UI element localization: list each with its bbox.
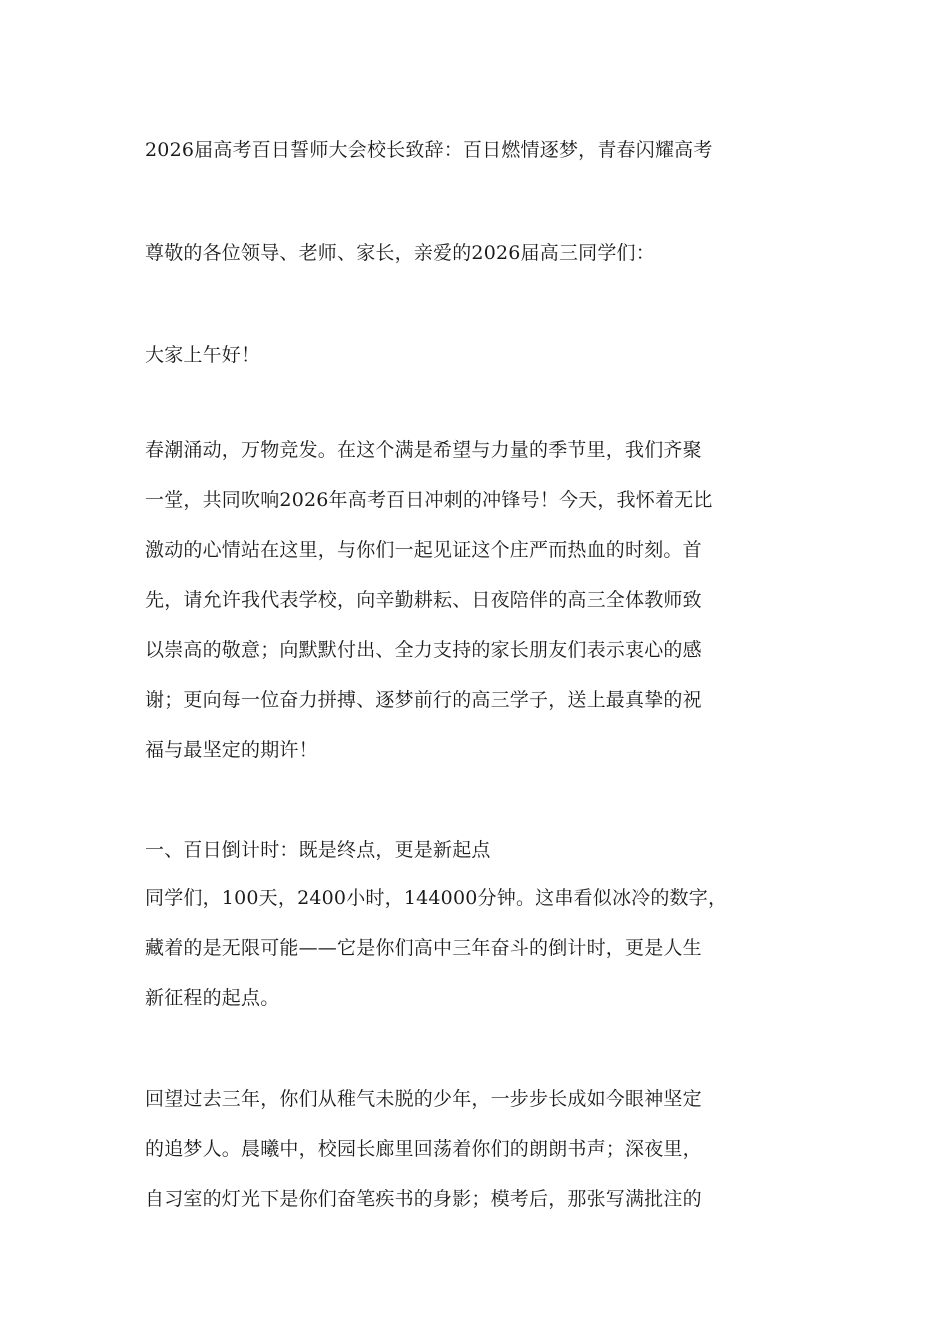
paragraph-line: 福与最坚定的期许！ xyxy=(145,739,318,761)
section-heading: 一、百日倒计时：既是终点，更是新起点 xyxy=(145,839,491,861)
paragraph-line: 同学们，100天，2400小时，144000分钟。这串看似冰冷的数字， xyxy=(145,887,728,909)
paragraph-line: 激动的心情站在这里，与你们一起见证这个庄严而热血的时刻。首 xyxy=(145,539,702,561)
paragraph-line: 以崇高的敬意；向默默付出、全力支持的家长朋友们表示衷心的感 xyxy=(145,639,702,661)
paragraph-line: 藏着的是无限可能——它是你们高中三年奋斗的倒计时，更是人生 xyxy=(145,937,702,959)
document-title: 2026届高考百日誓师大会校长致辞：百日燃情逐梦，青春闪耀高考 xyxy=(145,139,713,161)
paragraph-line: 春潮涌动，万物竞发。在这个满是希望与力量的季节里，我们齐聚 xyxy=(145,439,702,461)
paragraph-line: 谢；更向每一位奋力拼搏、逐梦前行的高三学子，送上最真挚的祝 xyxy=(145,689,702,711)
paragraph-line: 一堂，共同吹响2026年高考百日冲刺的冲锋号！今天，我怀着无比 xyxy=(145,489,713,511)
paragraph-line: 新征程的起点。 xyxy=(145,987,280,1009)
salutation: 尊敬的各位领导、老师、家长，亲爱的2026届高三同学们： xyxy=(145,242,655,264)
paragraph-line: 先，请允许我代表学校，向辛勤耕耘、日夜陪伴的高三全体教师致 xyxy=(145,589,702,611)
paragraph-line: 的追梦人。晨曦中，校园长廊里回荡着你们的朗朗书声；深夜里， xyxy=(145,1138,702,1160)
greeting: 大家上午好！ xyxy=(145,344,261,366)
paragraph-line: 回望过去三年，你们从稚气未脱的少年，一步步长成如今眼神坚定 xyxy=(145,1088,702,1110)
paragraph-line: 自习室的灯光下是你们奋笔疾书的身影；模考后，那张写满批注的 xyxy=(145,1188,702,1210)
